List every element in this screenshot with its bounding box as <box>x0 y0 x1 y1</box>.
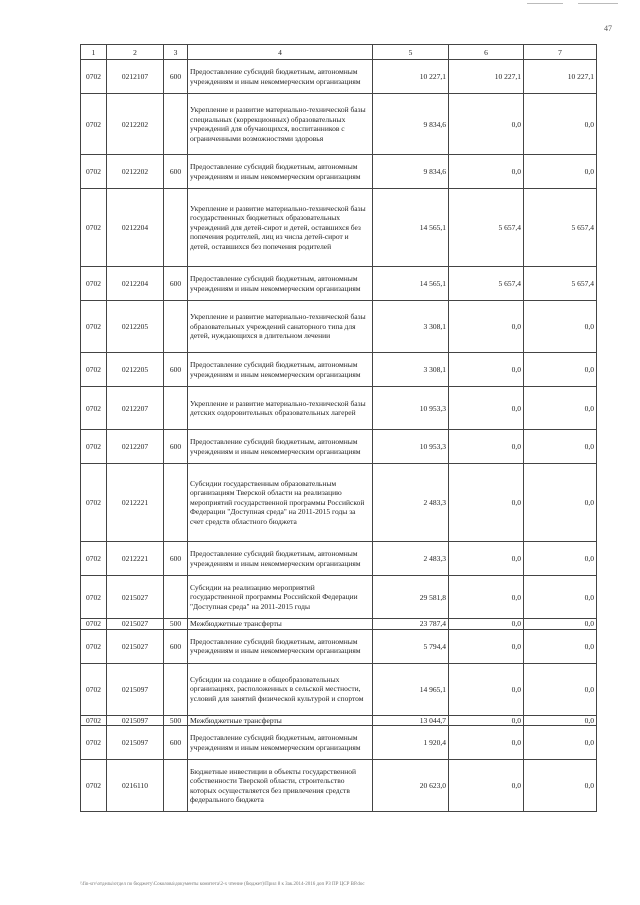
target-article-cell: 0212202 <box>107 155 164 189</box>
amount-2014-cell: 9 834,6 <box>373 94 449 155</box>
amount-2016-cell: 0,0 <box>524 155 597 189</box>
header-row <box>81 45 597 60</box>
expense-type-cell: 600 <box>164 353 188 387</box>
header-cell: 7 <box>524 45 597 60</box>
header-cell: 4 <box>188 45 373 60</box>
table-row <box>81 189 597 267</box>
table-row <box>81 155 597 189</box>
amount-2014-cell: 3 308,1 <box>373 301 449 353</box>
expense-type-cell <box>164 760 188 812</box>
section-code-cell: 0702 <box>81 726 107 760</box>
table-row <box>81 387 597 430</box>
amount-2014-cell: 10 953,3 <box>373 430 449 464</box>
target-article-cell: 0212205 <box>107 301 164 353</box>
target-article-cell: 0212202 <box>107 94 164 155</box>
amount-2015-cell: 0,0 <box>449 353 524 387</box>
amount-2016-cell: 0,0 <box>524 94 597 155</box>
expense-type-cell: 600 <box>164 629 188 663</box>
description-cell: Бюджетные инвестиции в объекты государственной собственности Тверской области, строительство которых осуществляется без привлечения средств федерального бюджета <box>188 760 373 812</box>
target-article-cell: 0212204 <box>107 189 164 267</box>
amount-2016-cell: 0,0 <box>524 715 597 726</box>
expense-type-cell: 600 <box>164 726 188 760</box>
table-row <box>81 60 597 94</box>
expense-type-cell: 500 <box>164 619 188 630</box>
section-code-cell: 0702 <box>81 619 107 630</box>
amount-2015-cell: 0,0 <box>449 629 524 663</box>
section-code-cell: 0702 <box>81 94 107 155</box>
table-row <box>81 576 597 619</box>
amount-2016-cell: 5 657,4 <box>524 189 597 267</box>
section-code-cell: 0702 <box>81 301 107 353</box>
target-article-cell: 0212207 <box>107 430 164 464</box>
table-row <box>81 619 597 630</box>
amount-2016-cell: 10 227,1 <box>524 60 597 94</box>
target-article-cell: 0212107 <box>107 60 164 94</box>
target-article-cell: 0212207 <box>107 387 164 430</box>
description-cell: Предоставление субсидий бюджетным, автономным учреждениям и иным некоммерческим организациям <box>188 155 373 189</box>
amount-2014-cell: 14 965,1 <box>373 663 449 715</box>
table-row <box>81 629 597 663</box>
description-cell: Укрепление и развитие материально-технической базы детских оздоровительных образовательных лагерей <box>188 387 373 430</box>
file-path-footer: \\fin-srv\отделы\отдел по бюджету\Соколова\документы комитета\2-х чтение (бюджет)\Прил 8 к Зак.2014-2016 доп РЗ ПР ЦСР ВР.doc <box>80 882 365 887</box>
expense-type-cell <box>164 576 188 619</box>
amount-2016-cell: 0,0 <box>524 430 597 464</box>
expense-type-cell: 600 <box>164 430 188 464</box>
description-cell: Межбюджетные трансферты <box>188 715 373 726</box>
target-article-cell: 0215097 <box>107 663 164 715</box>
amount-2014-cell: 3 308,1 <box>373 353 449 387</box>
table-row <box>81 301 597 353</box>
amount-2016-cell: 0,0 <box>524 542 597 576</box>
amount-2014-cell: 29 581,8 <box>373 576 449 619</box>
budget-table <box>80 44 597 812</box>
target-article-cell: 0215027 <box>107 619 164 630</box>
amount-2014-cell: 10 953,3 <box>373 387 449 430</box>
description-cell: Предоставление субсидий бюджетным, автономным учреждениям и иным некоммерческим организациям <box>188 430 373 464</box>
amount-2015-cell: 5 657,4 <box>449 189 524 267</box>
table-row <box>81 353 597 387</box>
amount-2014-cell: 20 623,0 <box>373 760 449 812</box>
section-code-cell: 0702 <box>81 464 107 542</box>
amount-2015-cell: 0,0 <box>449 619 524 630</box>
amount-2014-cell: 1 920,4 <box>373 726 449 760</box>
header-cell: 2 <box>107 45 164 60</box>
target-article-cell: 0215097 <box>107 726 164 760</box>
target-article-cell: 0215097 <box>107 715 164 726</box>
amount-2014-cell: 14 565,1 <box>373 189 449 267</box>
amount-2016-cell: 0,0 <box>524 301 597 353</box>
table-row <box>81 663 597 715</box>
amount-2016-cell: 0,0 <box>524 726 597 760</box>
amount-2015-cell: 0,0 <box>449 464 524 542</box>
amount-2015-cell: 5 657,4 <box>449 267 524 301</box>
amount-2015-cell: 0,0 <box>449 576 524 619</box>
section-code-cell: 0702 <box>81 629 107 663</box>
section-code-cell: 0702 <box>81 542 107 576</box>
amount-2015-cell: 0,0 <box>449 663 524 715</box>
description-cell: Укрепление и развитие материально-технической базы государственных бюджетных образовательных учреждений для детей-сирот и детей, оставшихся без попечения родителей, лиц из числа детей-сирот и детей, оставшихся без попечения родителей <box>188 189 373 267</box>
description-cell: Предоставление субсидий бюджетным, автономным учреждениям и иным некоммерческим организациям <box>188 542 373 576</box>
amount-2016-cell: 5 657,4 <box>524 267 597 301</box>
section-code-cell: 0702 <box>81 267 107 301</box>
amount-2015-cell: 0,0 <box>449 94 524 155</box>
description-cell: Субсидии на создание в общеобразовательных организациях, расположенных в сельской местности, условий для занятий физической культурой и спортом <box>188 663 373 715</box>
description-cell: Предоставление субсидий бюджетным, автономным учреждениям и иным некоммерческим организациям <box>188 267 373 301</box>
expense-type-cell <box>164 189 188 267</box>
description-cell: Субсидии государственным образовательным организациям Тверской области на реализацию мероприятий государственной программы Российской Федерации "Доступная среда" на 2011-2015 годы за счет средств областного бюджета <box>188 464 373 542</box>
description-cell: Укрепление и развитие материально-технической базы образовательных учреждений санаторного типа для детей, нуждающихся в длительном лечении <box>188 301 373 353</box>
amount-2014-cell: 14 565,1 <box>373 267 449 301</box>
table-row <box>81 430 597 464</box>
amount-2014-cell: 2 483,3 <box>373 542 449 576</box>
amount-2014-cell: 5 794,4 <box>373 629 449 663</box>
amount-2015-cell: 0,0 <box>449 155 524 189</box>
amount-2016-cell: 0,0 <box>524 576 597 619</box>
amount-2016-cell: 0,0 <box>524 387 597 430</box>
expense-type-cell <box>164 464 188 542</box>
amount-2015-cell: 0,0 <box>449 430 524 464</box>
header-cell: 6 <box>449 45 524 60</box>
description-cell: Предоставление субсидий бюджетным, автономным учреждениям и иным некоммерческим организациям <box>188 353 373 387</box>
amount-2015-cell: 10 227,1 <box>449 60 524 94</box>
description-cell: Предоставление субсидий бюджетным, автономным учреждениям и иным некоммерческим организациям <box>188 629 373 663</box>
amount-2014-cell: 13 044,7 <box>373 715 449 726</box>
section-code-cell: 0702 <box>81 60 107 94</box>
amount-2016-cell: 0,0 <box>524 629 597 663</box>
table-row <box>81 542 597 576</box>
description-cell: Предоставление субсидий бюджетным, автономным учреждениям и иным некоммерческим организациям <box>188 60 373 94</box>
header-cell: 5 <box>373 45 449 60</box>
amount-2014-cell: 23 787,4 <box>373 619 449 630</box>
table-row <box>81 715 597 726</box>
amount-2015-cell: 0,0 <box>449 760 524 812</box>
description-cell: Межбюджетные трансферты <box>188 619 373 630</box>
expense-type-cell: 600 <box>164 267 188 301</box>
section-code-cell: 0702 <box>81 715 107 726</box>
expense-type-cell: 600 <box>164 155 188 189</box>
expense-type-cell <box>164 387 188 430</box>
amount-2014-cell: 10 227,1 <box>373 60 449 94</box>
description-cell: Субсидии на реализацию мероприятий государственной программы Российской Федерации "Доступная среда" на 2011-2015 годы <box>188 576 373 619</box>
section-code-cell: 0702 <box>81 663 107 715</box>
amount-2016-cell: 0,0 <box>524 464 597 542</box>
table-row <box>81 464 597 542</box>
section-code-cell: 0702 <box>81 189 107 267</box>
target-article-cell: 0212221 <box>107 542 164 576</box>
amount-2015-cell: 0,0 <box>449 715 524 726</box>
target-article-cell: 0215027 <box>107 576 164 619</box>
top-rule-right <box>578 3 618 4</box>
section-code-cell: 0702 <box>81 155 107 189</box>
section-code-cell: 0702 <box>81 387 107 430</box>
amount-2015-cell: 0,0 <box>449 726 524 760</box>
table-row <box>81 760 597 812</box>
amount-2014-cell: 9 834,6 <box>373 155 449 189</box>
amount-2016-cell: 0,0 <box>524 353 597 387</box>
description-cell: Укрепление и развитие материально-технической базы специальных (коррекционных) образовательных учреждений для обучающихся, воспитанников с ограниченными возможностями здоровья <box>188 94 373 155</box>
section-code-cell: 0702 <box>81 353 107 387</box>
table-row <box>81 94 597 155</box>
table-row <box>81 267 597 301</box>
target-article-cell: 0212205 <box>107 353 164 387</box>
section-code-cell: 0702 <box>81 576 107 619</box>
header-cell: 3 <box>164 45 188 60</box>
target-article-cell: 0212204 <box>107 267 164 301</box>
amount-2016-cell: 0,0 <box>524 760 597 812</box>
amount-2014-cell: 2 483,3 <box>373 464 449 542</box>
amount-2015-cell: 0,0 <box>449 542 524 576</box>
target-article-cell: 0215027 <box>107 629 164 663</box>
amount-2015-cell: 0,0 <box>449 301 524 353</box>
section-code-cell: 0702 <box>81 760 107 812</box>
section-code-cell: 0702 <box>81 430 107 464</box>
expense-type-cell: 500 <box>164 715 188 726</box>
expense-type-cell <box>164 663 188 715</box>
expense-type-cell <box>164 301 188 353</box>
target-article-cell: 0212221 <box>107 464 164 542</box>
description-cell: Предоставление субсидий бюджетным, автономным учреждениям и иным некоммерческим организациям <box>188 726 373 760</box>
table-row <box>81 726 597 760</box>
expense-type-cell: 600 <box>164 542 188 576</box>
header-cell: 1 <box>81 45 107 60</box>
target-article-cell: 0216110 <box>107 760 164 812</box>
amount-2016-cell: 0,0 <box>524 663 597 715</box>
expense-type-cell <box>164 94 188 155</box>
top-rule-left <box>527 3 563 4</box>
amount-2016-cell: 0,0 <box>524 619 597 630</box>
page-number: 47 <box>604 24 612 33</box>
expense-type-cell: 600 <box>164 60 188 94</box>
amount-2015-cell: 0,0 <box>449 387 524 430</box>
